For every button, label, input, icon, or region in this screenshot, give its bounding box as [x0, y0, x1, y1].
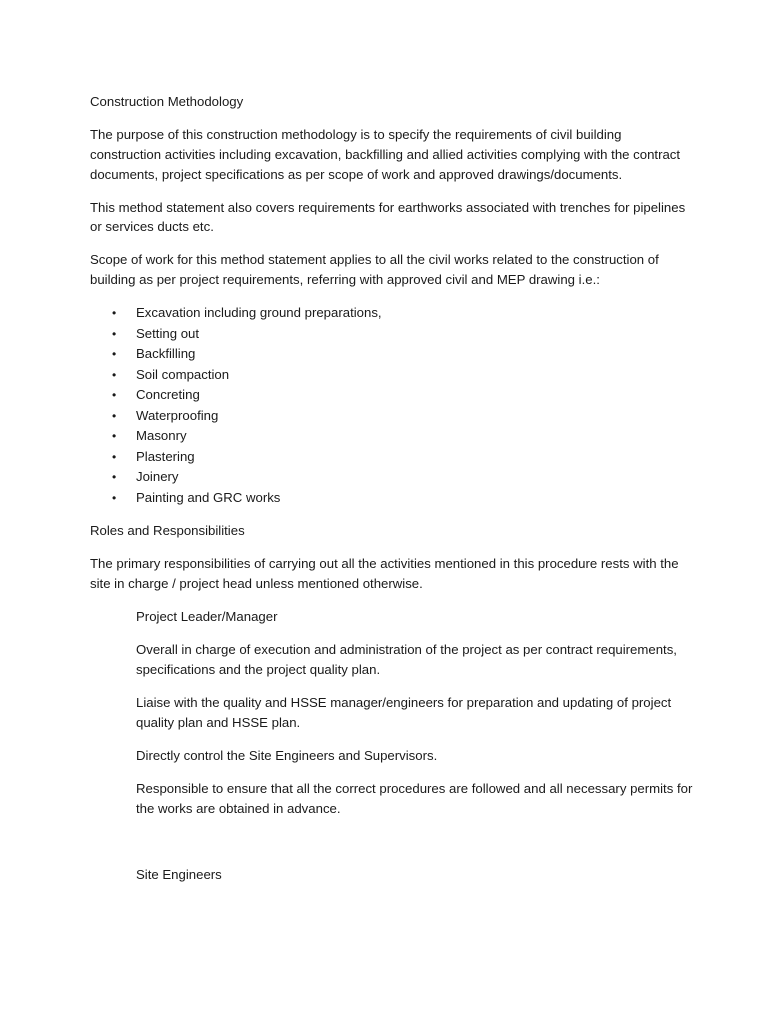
list-item-text: Masonry	[136, 428, 187, 444]
purpose-paragraph-line-1: The purpose of this construction methodology is to specify the requirements of civil building	[90, 127, 622, 142]
method-paragraph-line-2: or services ducts etc.	[90, 219, 214, 234]
bullet-icon: •	[112, 449, 117, 464]
list-item-text: Joinery	[136, 469, 179, 485]
purpose-paragraph-line-2: construction activities including excavation, backfilling and allied activities complying with the contract	[90, 147, 681, 162]
list-item	[112, 324, 382, 345]
bullet-icon: •	[112, 429, 117, 444]
list-item	[112, 406, 382, 427]
project-leader-p4-line-1: Responsible to ensure that all the correct procedures are followed and all necessary permits for	[136, 781, 693, 796]
bullet-icon: •	[112, 388, 117, 403]
list-item-text: Waterproofing	[136, 407, 219, 423]
list-item-text: Setting out	[136, 325, 200, 341]
bullet-icon: •	[112, 326, 117, 341]
project-leader-p3-line-1: Directly control the Site Engineers and Supervisors.	[136, 748, 438, 763]
list-item	[112, 365, 382, 386]
method-paragraph-line-1: This method statement also covers requirements for earthworks associated with trenches for pipelines	[90, 200, 686, 215]
bullet-icon: •	[112, 306, 117, 320]
project-leader-p2-line-1: Liaise with the quality and HSSE manager/engineers for preparation and updating of project	[136, 695, 672, 710]
list-item	[112, 447, 382, 468]
bullet-icon: •	[112, 490, 117, 505]
bullet-icon: •	[112, 347, 117, 362]
project-leader-p4-line-2: the works are obtained in advance.	[136, 801, 341, 816]
bullet-icon: •	[112, 470, 117, 485]
list-item-text: Backfilling	[136, 346, 196, 362]
list-item-text: Concreting	[136, 387, 200, 403]
project-leader-p1-line-2: specifications and the project quality plan.	[136, 662, 381, 677]
list-item-text: Plastering	[136, 448, 195, 464]
list-item	[112, 488, 382, 509]
roles-paragraph-line-1: The primary responsibilities of carrying out all the activities mentioned in this procedure rests with the	[90, 556, 679, 571]
site-engineers-heading: Site Engineers	[136, 867, 222, 882]
scope-paragraph-line-2: building as per project requirements, referring with approved civil and MEP drawing i.e.:	[90, 272, 600, 287]
project-leader-p1-line-1: Overall in charge of execution and administration of the project as per contract requirements,	[136, 642, 677, 657]
bullet-icon: •	[112, 408, 117, 423]
list-item-text: Soil compaction	[136, 366, 230, 382]
purpose-paragraph-line-3: documents, project specifications as per scope of work and approved drawings/documents.	[90, 167, 623, 182]
document-title: Construction Methodology	[90, 94, 244, 109]
list-item	[112, 385, 382, 406]
project-leader-p2-line-2: quality plan and HSSE plan.	[136, 715, 301, 730]
list-item	[112, 344, 382, 365]
list-item	[112, 303, 382, 324]
list-item	[112, 467, 382, 488]
bullet-icon: •	[112, 367, 117, 382]
scope-bullet-list	[112, 303, 382, 508]
list-item-text: Excavation including ground preparations,	[136, 305, 382, 320]
roles-paragraph-line-2: site in charge / project head unless mentioned otherwise.	[90, 576, 423, 591]
project-leader-heading: Project Leader/Manager	[136, 609, 278, 624]
scope-paragraph-line-1: Scope of work for this method statement applies to all the civil works related to the construction of	[90, 252, 659, 267]
list-item	[112, 426, 382, 447]
roles-heading: Roles and Responsibilities	[90, 523, 245, 538]
list-item-text: Painting and GRC works	[136, 489, 281, 505]
